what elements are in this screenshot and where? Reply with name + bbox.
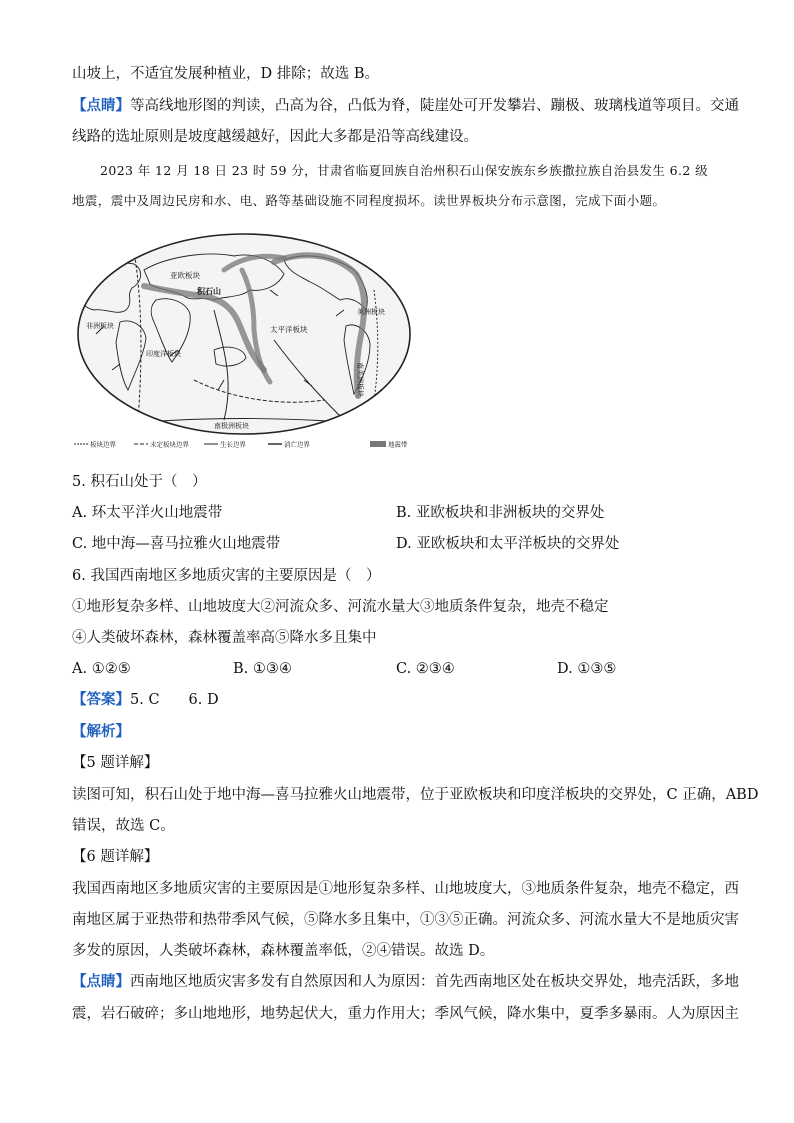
- q6-option-c: C. ②③④: [396, 661, 455, 677]
- detail6-line-2: 南地区属于亚热带和热带季风气候，⑤降水多且集中，①③⑤正确。河流众多、河流水量大不是地质灾害: [72, 912, 739, 928]
- legend-boundary: 板块边界: [90, 440, 116, 449]
- q5-option-b: B. 亚欧板块和非洲板块的交界处: [396, 505, 605, 521]
- detail6-tag: 【6 题详解】: [72, 849, 159, 865]
- tip2-line-2: 震，岩石破碎；多山地地形，地势起伏大，重力作用大；季风气候，降水集中，夏季多暴雨。人为原因主: [72, 1006, 739, 1022]
- tip-paragraph-1: [72, 96, 739, 116]
- map-legend: [74, 440, 408, 449]
- legend-growth: 生长边界: [220, 440, 246, 449]
- tip2-text: 西南地区地质灾害多发有自然原因和人为原因：首先西南地区处在板块交界处，地壳活跃，多地: [130, 974, 739, 990]
- q6-option-a: A. ①②⑤: [72, 661, 131, 677]
- legend-subduction: 消亡边界: [284, 440, 310, 449]
- q6-option-d: D. ①③⑤: [557, 661, 617, 677]
- q6-stem: 6. 我国西南地区多地质灾害的主要原因是（ ）: [72, 568, 381, 584]
- q5-stem: 5. 积石山处于（ ）: [72, 474, 207, 490]
- tip-text: 等高线地形图的判读，凸高为谷，凸低为脊，陡崖处可开发攀岩、蹦极、玻璃栈道等项目。交通: [130, 98, 739, 114]
- legend-seismic: 地震带: [388, 440, 408, 449]
- label-african-plate: 非洲板块: [86, 322, 114, 330]
- q5-option-a: A. 环太平洋火山地震带: [72, 505, 223, 521]
- tip2-line-1: [72, 972, 739, 992]
- q5-option-d: D. 亚欧板块和太平洋板块的交界处: [396, 536, 620, 552]
- analysis-tag: 【解析】: [72, 723, 130, 740]
- detail6-line-1: 我国西南地区多地质灾害的主要原因是①地形复杂多样、山地坡度大，③地质条件复杂，地壳不稳定，西: [72, 881, 739, 897]
- q6-items-line-2: ④人类破坏森林，森林覆盖率高⑤降水多且集中: [72, 630, 377, 646]
- material-line-1: 2023 年 12 月 18 日 23 时 59 分，甘肃省临夏回族自治州积石山保安族东乡族撒拉族自治县发生 6.2 级: [100, 163, 709, 178]
- detail5-tag: 【5 题详解】: [72, 755, 159, 771]
- world-plate-map: [74, 230, 414, 452]
- q5-option-c: C. 地中海—喜马拉雅火山地震带: [72, 536, 281, 552]
- material-line-2: 地震，震中及周边民房和水、电、路等基础设施不同程度损坏。读世界板块分布示意图，完成下面小题。: [72, 193, 666, 208]
- label-indian-ocean-plate: 印度洋板块: [146, 350, 181, 358]
- tip2-tag: 【点睛】: [72, 973, 130, 990]
- detail5-line-1: 读图可知，积石山处于地中海—喜马拉雅火山地震带，位于亚欧板块和印度洋板块的交界处，C 正确，ABD: [72, 787, 759, 803]
- q6-items-line-1: ①地形复杂多样、山地坡度大②河流众多、河流水量大③地质条件复杂，地壳不稳定: [72, 599, 609, 615]
- legend-undefined: 未定板块边界: [150, 440, 189, 449]
- answer-text: 5. C 6. D: [130, 692, 219, 708]
- answer-line: [72, 690, 219, 710]
- answer-tag: 【答案】: [72, 691, 130, 708]
- tip-tag: 【点睛】: [72, 97, 130, 114]
- label-eurasian-plate: 亚欧板块: [170, 271, 200, 280]
- label-antarctic-plate: 南极洲板块: [214, 422, 249, 430]
- label-american-plate: 美洲板块: [357, 308, 385, 316]
- label-nazca-plate: 南美洲板块: [356, 362, 364, 397]
- label-pacific-plate: 太平洋板块: [270, 325, 308, 334]
- detail6-line-3: 多发的原因，人类破坏森林，森林覆盖率低，②④错误。故选 D。: [72, 943, 495, 959]
- tip-paragraph-2: 线路的选址原则是坡度越缓越好，因此大多都是沿等高线建设。: [72, 129, 478, 145]
- label-jishishan: 积石山: [197, 287, 221, 296]
- q6-option-b: B. ①③④: [233, 661, 292, 677]
- prev-answer-line: 山坡上，不适宜发展种植业，D 排除；故选 B。: [72, 66, 379, 82]
- detail5-line-2: 错误，故选 C。: [72, 818, 175, 834]
